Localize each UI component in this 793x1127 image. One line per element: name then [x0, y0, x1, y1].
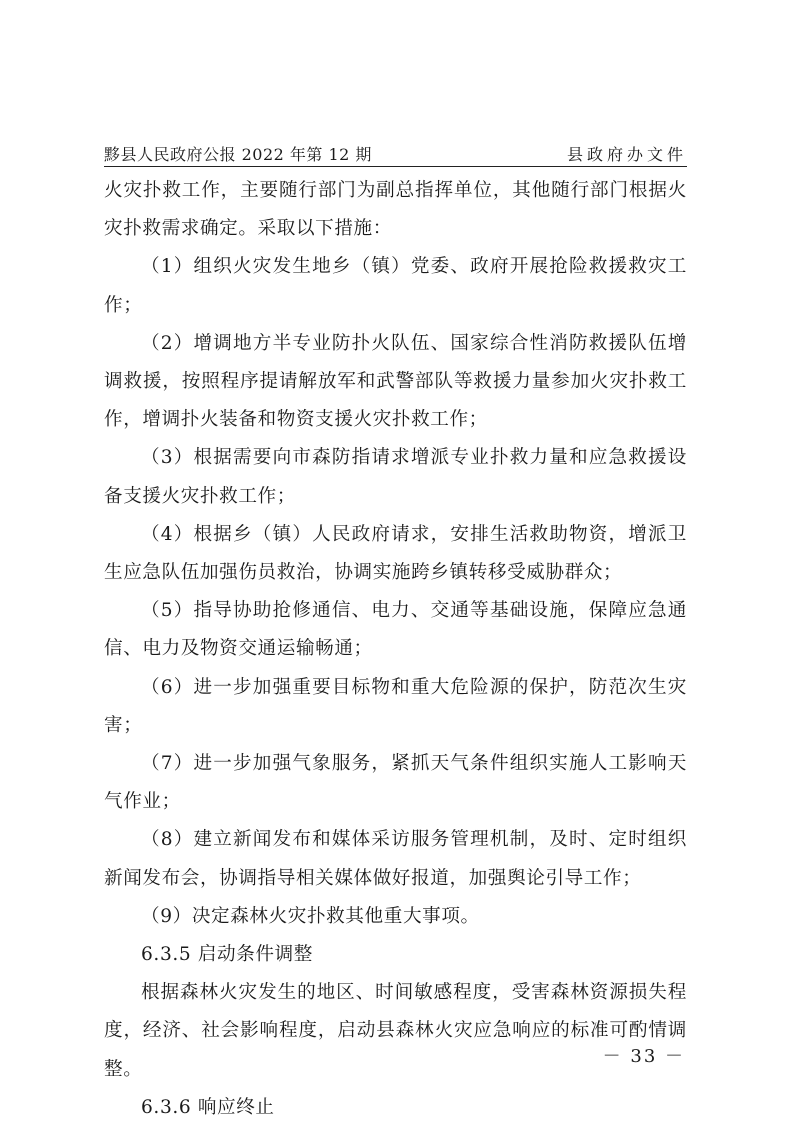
measure-item-6: （6）进一步加强重要目标物和重大危险源的保护，防范次生灾害；: [104, 676, 687, 736]
bulletin-title: 黟县人民政府公报 2022 年第 12 期: [104, 145, 372, 164]
page-number: － 33 －: [602, 1046, 685, 1067]
document-category: 县政府办文件: [566, 145, 687, 164]
section-6-3-5-text: 根据森林火灾发生的地区、时间敏感程度，受害森林资源损失程度，经济、社会影响程度，启动县森林火灾应急响应的标准可酌情调整。: [104, 982, 687, 1080]
measure-item-5: （5）指导协助抢修通信、电力、交通等基础设施，保障应急通信、电力及物资交通运输畅通；: [104, 600, 687, 660]
document-body: [104, 172, 687, 1127]
page-header: [104, 140, 687, 167]
measure-item-1: （1）组织火灾发生地乡（镇）党委、政府开展抢险救援救灾工作；: [104, 256, 687, 316]
measure-item-8: （8）建立新闻发布和媒体采访服务管理机制，及时、定时组织新闻发布会，协调指导相关媒体做好报道，加强舆论引导工作；: [104, 829, 687, 889]
section-heading-6-3-5: 6.3.5 启动条件调整: [141, 944, 313, 966]
measure-item-9: （9）决定森林火灾扑救其他重大事项。: [141, 905, 480, 927]
measure-item-3: （3）根据需要向市森防指请求增派专业扑救力量和应急救援设备支援火灾扑救工作；: [104, 447, 687, 507]
measure-item-4: （4）根据乡（镇）人民政府请求，安排生活救助物资，增派卫生应急队伍加强伤员救治，协调实施跨乡镇转移受威胁群众；: [104, 523, 687, 584]
measure-item-7: （7）进一步加强气象服务，紧抓天气条件组织实施人工影响天气作业；: [104, 753, 687, 813]
paragraph-continuation: 火灾扑救工作，主要随行部门为副总指挥单位，其他随行部门根据火灾扑救需求确定。采取以下措施：: [104, 180, 687, 240]
measure-item-2: （2）增调地方半专业防扑火队伍、国家综合性消防救援队伍增调救援，按照程序提请解放军和武警部队等救援力量参加火灾扑救工作，增调扑火装备和物资支援火灾扑救工作；: [104, 332, 687, 431]
section-heading-6-3-6: 6.3.6 响应终止: [141, 1096, 275, 1118]
